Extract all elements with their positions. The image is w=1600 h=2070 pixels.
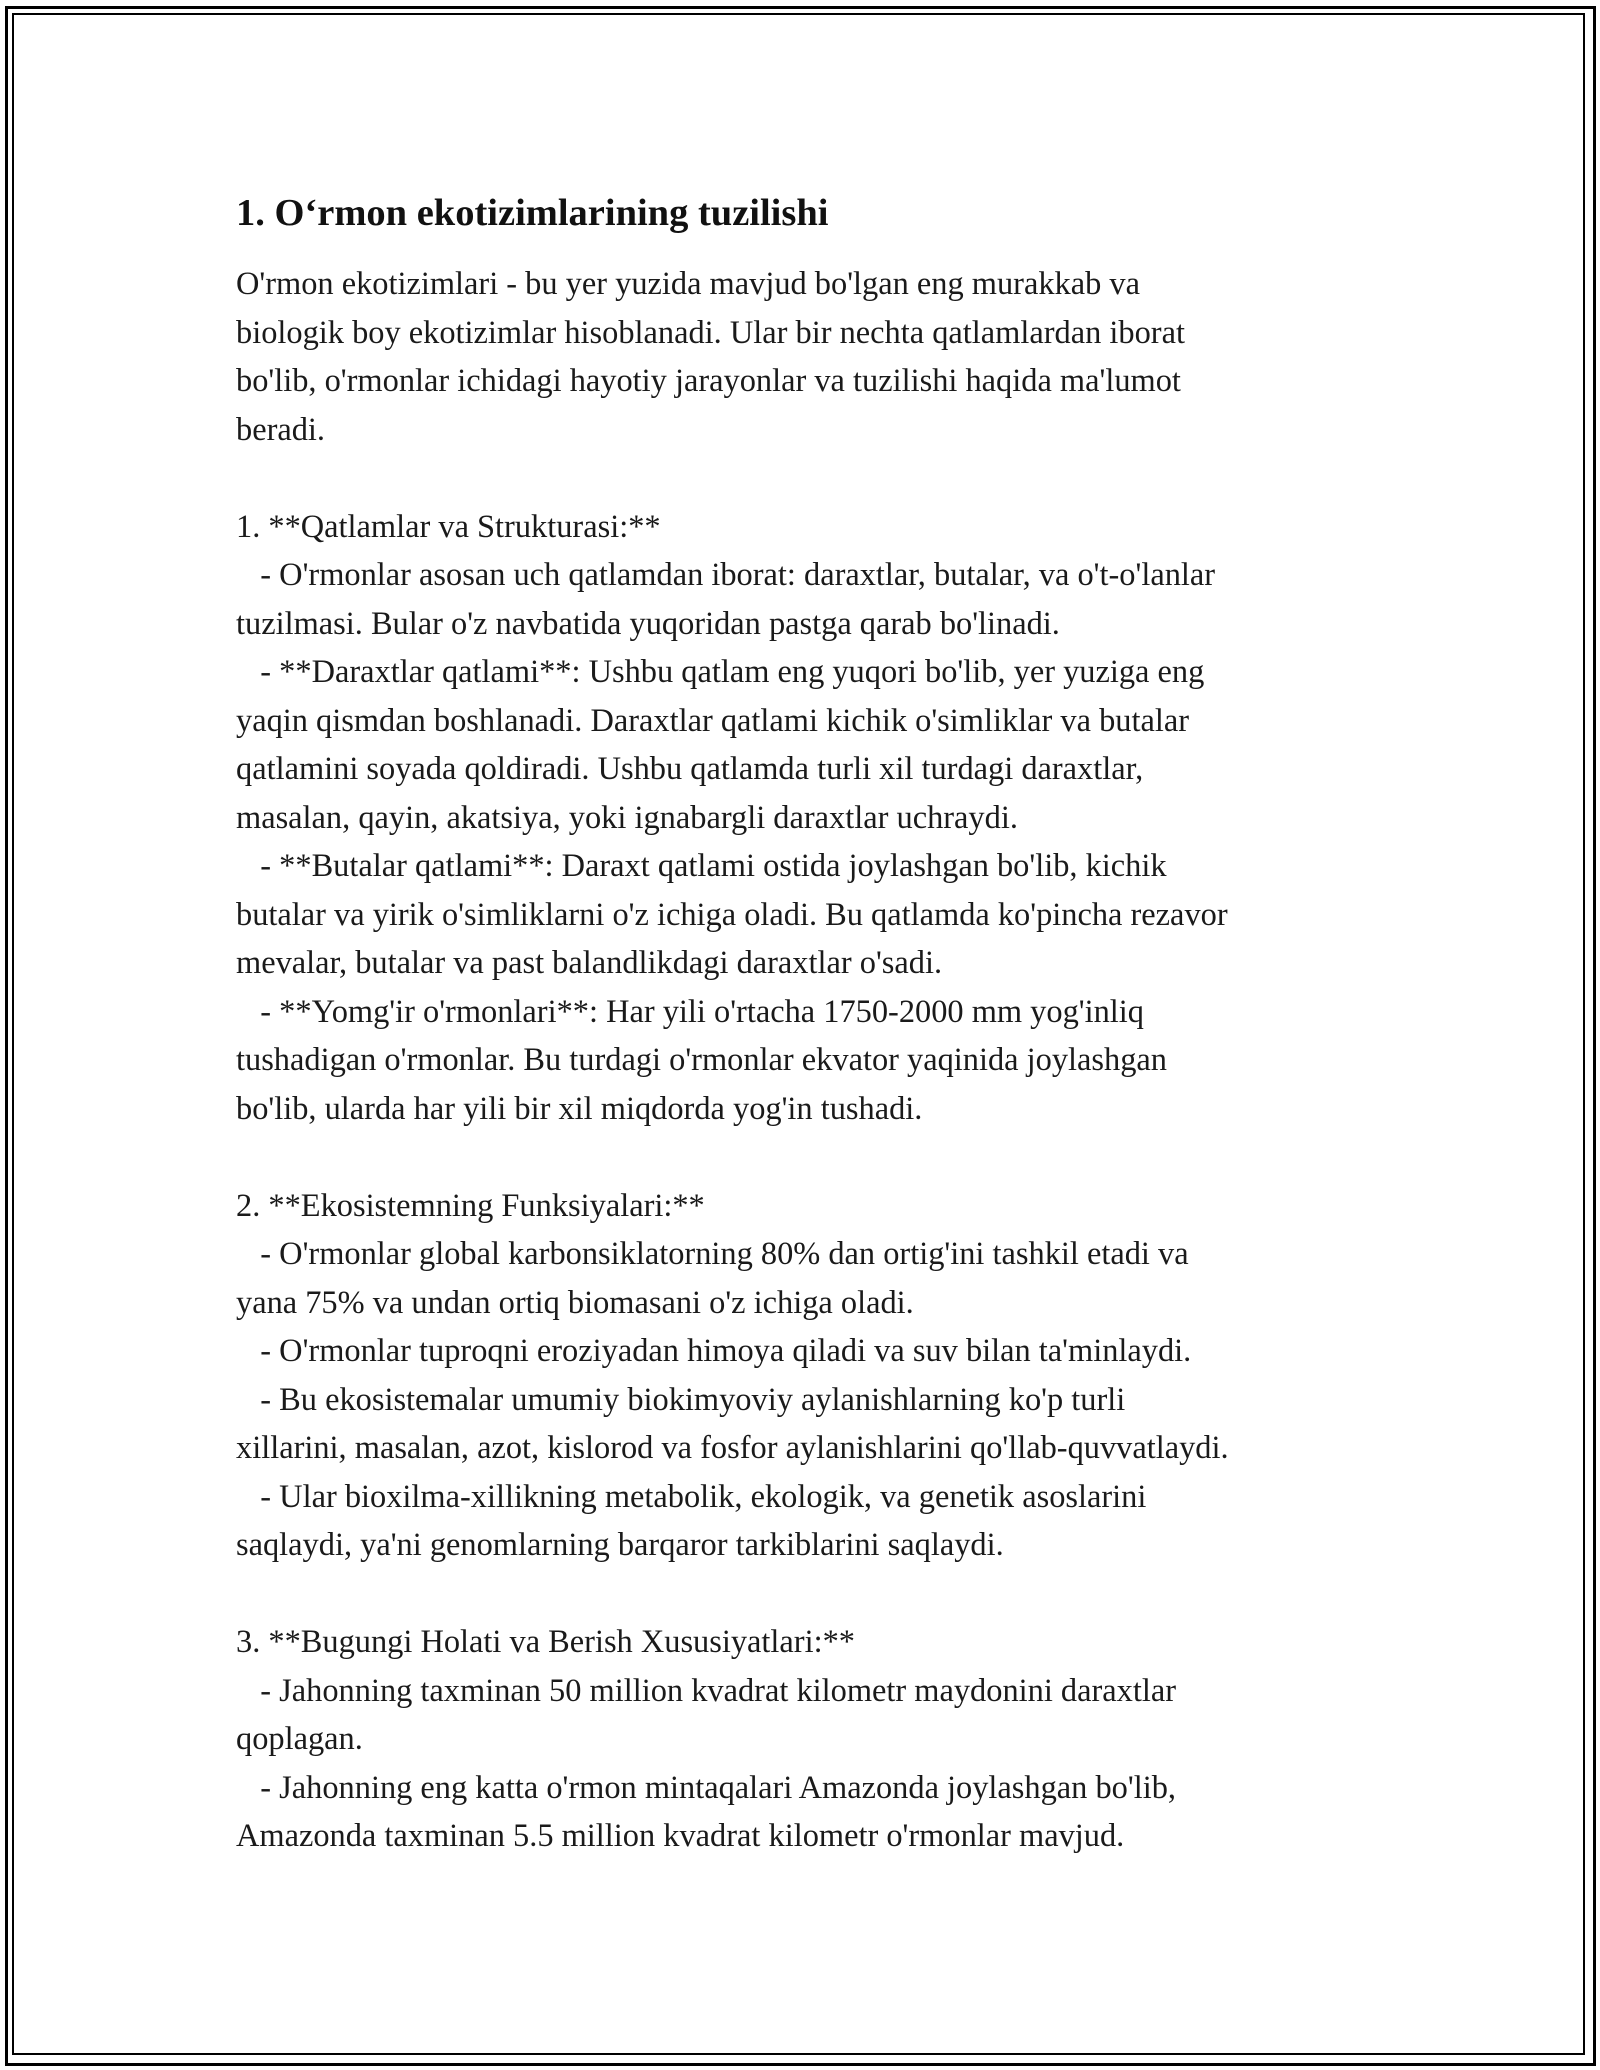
text-line: - **Butalar qatlami**: Daraxt qatlami ostida joylashgan bo'lib, kichik [236,848,1167,884]
text-line: tushadigan o'rmonlar. Bu turdagi o'rmonlar ekvator yaqinida joylashgan [236,1042,1167,1078]
paragraph-gap [236,1570,1366,1619]
text-line: - **Yomg'ir o'rmonlari**: Har yili o'rtacha 1750-2000 mm yog'inliq [236,993,1144,1030]
document-title: 1. O‘rmon ekotizimlarining tuzilishi [236,192,829,234]
text-line: tuzilmasi. Bular o'z navbatida yuqoridan pastga qarab bo'linadi. [236,605,1060,642]
text-line: - Bu ekosistemalar umumiy biokimyoviy aylanishlarning ko'p turli [236,1381,1126,1418]
text-line: beradi. [236,411,326,448]
text-line: yana 75% va undan ortiq biomasani o'z ichiga oladi. [236,1284,914,1321]
text-line: - O'rmonlar tuproqni eroziyadan himoya qiladi va suv bilan ta'minlaydi. [236,1333,1192,1369]
text-line: mevalar, butalar va past balandlikdagi daraxtlar o'sadi. [236,945,943,981]
text-line: - **Daraxtlar qatlami**: Ushbu qatlam eng yuqori bo'lib, yer yuziga eng [236,654,1205,690]
intro-paragraph [236,260,1366,454]
text-line: - Jahonning taxminan 50 million kvadrat kilometr maydonini daraxtlar [236,1672,1177,1709]
text-line: biologik boy ekotizimlar hisoblanadi. Ular bir nechta qatlamlardan iborat [236,314,1185,351]
text-line: bo'lib, o'rmonlar ichidagi hayotiy jarayonlar va tuzilishi haqida ma'lumot [236,363,1181,399]
document-page [236,188,1366,1861]
text-line: Amazonda taxminan 5.5 million kvadrat kilometr o'rmonlar mavjud. [236,1818,1125,1854]
section-heading: 1. **Qatlamlar va Strukturasi:** [236,508,661,545]
text-line: - Ular bioxilma-xillikning metabolik, ekologik, va genetik asoslarini [236,1478,1147,1515]
section-current-state [236,1618,1366,1861]
text-line: - O'rmonlar global karbonsiklatorning 80% dan ortig'ini tashkil etadi va [236,1236,1189,1272]
text-line: saqlaydi, ya'ni genomlarning barqaror tarkiblarini saqlaydi. [236,1527,1004,1563]
section-heading: 2. **Ekosistemning Funksiyalari:** [236,1187,705,1224]
text-line: butalar va yirik o'simliklarni o'z ichiga oladi. Bu qatlamda ko'pincha rezavor [236,896,1228,933]
section-heading: 3. **Bugungi Holati va Berish Xususiyatlari:** [236,1624,855,1660]
text-line: - O'rmonlar asosan uch qatlamdan iborat: daraxtlar, butalar, va o't-o'lanlar [236,557,1216,593]
text-line: qoplagan. [236,1721,363,1757]
text-line: yaqin qismdan boshlanadi. Daraxtlar qatlami kichik o'simliklar va butalar [236,702,1190,739]
section-layers [236,503,1366,1134]
paragraph-gap [236,1133,1366,1182]
text-line: O'rmon ekotizimlari - bu yer yuzida mavjud bo'lgan eng murakkab va [236,266,1140,302]
text-line: bo'lib, ularda har yili bir xil miqdorda yog'in tushadi. [236,1090,923,1127]
text-line: - Jahonning eng katta o'rmon mintaqalari Amazonda joylashgan bo'lib, [236,1769,1176,1806]
text-line: qatlamini soyada qoldiradi. Ushbu qatlamda turli xil turdagi daraxtlar, [236,751,1144,787]
text-line: xillarini, masalan, azot, kislorod va fosfor aylanishlarini qo'llab-quvvatlaydi. [236,1430,1229,1466]
paragraph-gap [236,454,1366,503]
section-functions [236,1182,1366,1570]
text-line: masalan, qayin, akatsiya, yoki ignabargli daraxtlar uchraydi. [236,799,1018,836]
